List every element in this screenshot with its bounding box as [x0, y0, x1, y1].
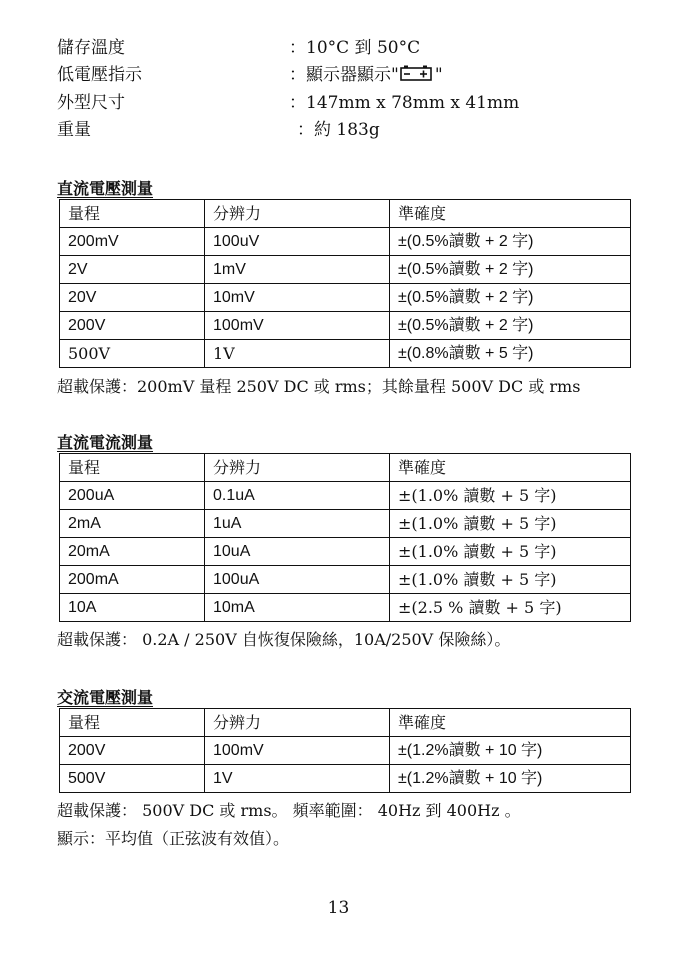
- table-header-row: [60, 709, 631, 737]
- table-cell: ±(0.5%讀數 + 2 字): [390, 228, 631, 256]
- table-row: [60, 482, 631, 510]
- table-cell: ±(1.2%讀數 + 10 字): [390, 765, 631, 793]
- spec-storage-temperature: [57, 36, 617, 60]
- section-title-ac-voltage: 交流電壓測量: [57, 688, 154, 707]
- table-cell: ±(1.0% 讀數 + 5 字): [390, 482, 631, 510]
- page-number: 13: [327, 898, 350, 918]
- table-row: [60, 312, 631, 340]
- table-cell: 100mV: [205, 312, 390, 340]
- header-cell-range: 量程: [60, 200, 205, 228]
- table-header-row: [60, 454, 631, 482]
- spec-value: ：10°C 到 50°C: [289, 38, 421, 58]
- spec-label: 低電壓指示: [57, 65, 142, 85]
- table-row: [60, 594, 631, 622]
- header-cell-accuracy: 準確度: [390, 200, 631, 228]
- table-row: [60, 737, 631, 765]
- table-header-row: [60, 200, 631, 228]
- overload-note: 超載保護： 500V DC 或 rms。 頻率範圍： 40Hz 到 400Hz 。: [57, 801, 521, 820]
- table-cell: 200V: [60, 737, 205, 765]
- table-cell: 100mV: [205, 737, 390, 765]
- table-row: [60, 510, 631, 538]
- table-cell: 10A: [60, 594, 205, 622]
- header-cell-range: 量程: [60, 454, 205, 482]
- header-cell-resolution: 分辨力: [205, 454, 390, 482]
- dc-voltage-table: [59, 199, 631, 368]
- header-cell-accuracy: 準確度: [390, 709, 631, 737]
- table-cell: 1V: [205, 765, 390, 793]
- table-cell: 200mV: [60, 228, 205, 256]
- table-cell: 1mV: [205, 256, 390, 284]
- table-row: [60, 228, 631, 256]
- spec-value-suffix: ": [434, 65, 443, 85]
- table-cell: ±(1.2%讀數 + 10 字): [390, 737, 631, 765]
- table-row: [60, 284, 631, 312]
- overload-note: 超載保護：200mV 量程 250V DC 或 rms；其餘量程 500V DC 或 rms: [57, 377, 581, 396]
- table-cell: 200mA: [60, 566, 205, 594]
- section-title-dc-current: 直流電流測量: [57, 433, 154, 452]
- table-cell: 2V: [60, 256, 205, 284]
- spec-value: [289, 63, 443, 88]
- spec-dimensions: [57, 91, 617, 115]
- table-row: [60, 765, 631, 793]
- overload-note: 超載保護： 0.2A / 250V 自恢復保險絲，10A/250V 保險絲）。: [57, 630, 511, 649]
- spec-label: 儲存溫度: [57, 38, 125, 58]
- table-cell: 2mA: [60, 510, 205, 538]
- battery-icon: [400, 64, 434, 88]
- table-row: [60, 566, 631, 594]
- table-cell: 1uA: [205, 510, 390, 538]
- table-cell: 100uA: [205, 566, 390, 594]
- table-cell: ±(1.0% 讀數 + 5 字): [390, 538, 631, 566]
- table-cell: 10uA: [205, 538, 390, 566]
- table-cell: 10mA: [205, 594, 390, 622]
- section-title-dc-voltage: 直流電壓測量: [57, 179, 154, 198]
- table-row: [60, 256, 631, 284]
- display-note: 顯示：平均值（正弦波有效值）。: [57, 829, 290, 848]
- table-cell: ±(0.5%讀數 + 2 字): [390, 284, 631, 312]
- table-cell: 500V: [60, 765, 205, 793]
- table-cell: ±(0.8%讀數 + 5 字): [390, 340, 631, 368]
- table-cell: ±(0.5%讀數 + 2 字): [390, 256, 631, 284]
- table-cell: 200V: [60, 312, 205, 340]
- header-cell-resolution: 分辨力: [205, 709, 390, 737]
- table-row: [60, 538, 631, 566]
- header-cell-resolution: 分辨力: [205, 200, 390, 228]
- spec-label: 重量: [57, 120, 91, 140]
- table-cell: 20V: [60, 284, 205, 312]
- spec-value-prefix: ：顯示器顯示": [289, 65, 399, 85]
- table-cell: 0.1uA: [205, 482, 390, 510]
- ac-voltage-table: [59, 708, 631, 793]
- header-cell-accuracy: 準確度: [390, 454, 631, 482]
- table-cell: 200uA: [60, 482, 205, 510]
- table-cell: 10mV: [205, 284, 390, 312]
- dc-current-table: [59, 453, 631, 622]
- spec-value: ：147mm x 78mm x 41mm: [289, 93, 520, 113]
- table-cell: ±(2.5 % 讀數 + 5 字): [390, 594, 631, 622]
- table-cell: ±(1.0% 讀數 + 5 字): [390, 566, 631, 594]
- spec-low-battery: [57, 63, 617, 87]
- table-cell: ±(1.0% 讀數 + 5 字): [390, 510, 631, 538]
- table-cell: 20mA: [60, 538, 205, 566]
- table-row: [60, 340, 631, 368]
- header-cell-range: 量程: [60, 709, 205, 737]
- table-cell: 500V: [60, 340, 205, 368]
- spec-label: 外型尺寸: [57, 93, 125, 113]
- table-cell: ±(0.5%讀數 + 2 字): [390, 312, 631, 340]
- table-cell: 100uV: [205, 228, 390, 256]
- spec-value: ：約 183g: [297, 120, 380, 140]
- spec-weight: [57, 118, 617, 142]
- table-cell: 1V: [205, 340, 390, 368]
